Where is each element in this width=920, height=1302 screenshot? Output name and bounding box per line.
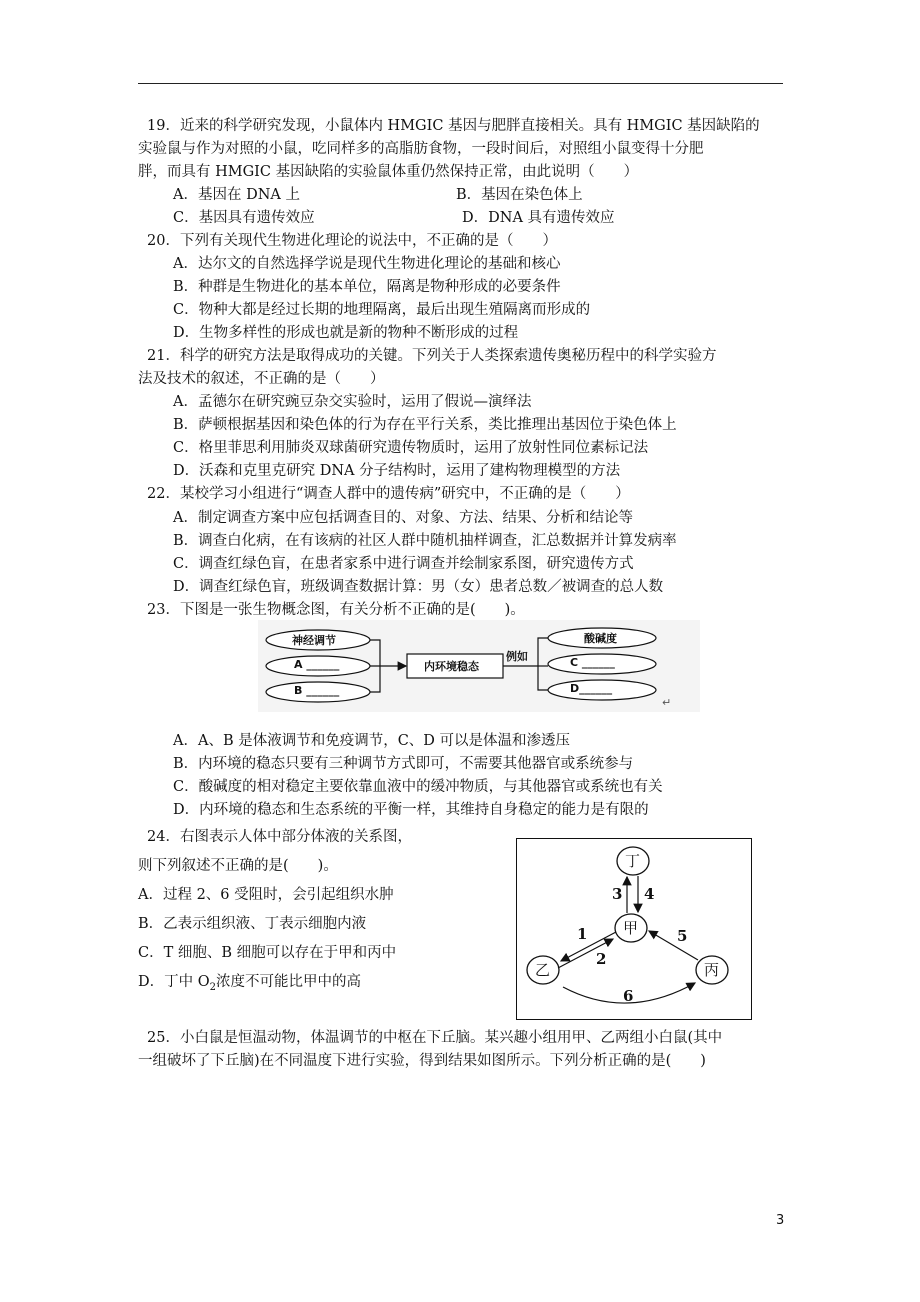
q21-option-b: B．萨顿根据基因和染色体的行为存在平行关系，类比推理出基因位于染色体上 xyxy=(173,417,677,433)
q22-option-b: B．调查白化病，在有该病的社区人群中随机抽样调查，汇总数据并计算发病率 xyxy=(173,533,677,549)
q20-option-b: B．种群是生物进化的基本单位，隔离是物种形成的必要条件 xyxy=(173,279,561,295)
process-2-label: 2 xyxy=(596,950,607,968)
q21-stem-line2: 法及技术的叙述，不正确的是（ ） xyxy=(138,371,385,387)
label-c: C ______ xyxy=(570,656,615,669)
q24-stem-line2: 则下列叙述不正确的是( )。 xyxy=(138,858,338,874)
q21-option-d: D．沃森和克里克研究 DNA 分子结构时，运用了建构物理模型的方法 xyxy=(173,463,621,479)
q22-option-a: A．制定调查方案中应包括调查目的、对象、方法、结果、分析和结论等 xyxy=(173,510,633,526)
concept-diagram xyxy=(258,620,700,712)
label-a: A ______ xyxy=(294,658,340,671)
q24-option-d-post: 浓度不可能比甲中的高 xyxy=(216,974,361,990)
node-yi: 乙 xyxy=(535,961,551,979)
q23-option-a: A．A、B 是体液调节和免疫调节，C、D 可以是体温和渗透压 xyxy=(173,733,571,749)
body-fluid-diagram xyxy=(516,838,752,1020)
q19-option-c: C．基因具有遗传效应 xyxy=(173,210,315,226)
label-b: B ______ xyxy=(294,684,340,697)
label-neural-regulation: 神经调节 xyxy=(292,634,336,647)
process-1-label: 1 xyxy=(577,925,588,943)
q24-option-a: A．过程 2、6 受阻时，会引起组织水肿 xyxy=(138,887,394,903)
q23-option-b: B．内环境的稳态只要有三种调节方式即可，不需要其他器官或系统参与 xyxy=(173,756,634,772)
q24-option-d-pre: D．丁中 O xyxy=(138,974,210,990)
q25-stem-line2: 一组破坏了下丘脑)在不同温度下进行实验，得到结果如图所示。下列分析正确的是( ) xyxy=(138,1053,706,1069)
q23-stem: 23．下图是一张生物概念图，有关分析不正确的是( )。 xyxy=(147,602,525,618)
q19-stem-line3: 胖，而具有 HMGIC 基因缺陷的实验鼠体重仍然保持正常，由此说明（ ） xyxy=(138,164,639,180)
node-ding: 丁 xyxy=(625,852,641,870)
q22-stem: 22．某校学习小组进行“调查人群中的遗传病”研究中，不正确的是（ ） xyxy=(147,486,630,502)
return-mark: ↵ xyxy=(662,696,672,709)
node-bing: 丙 xyxy=(704,961,720,979)
node-jia: 甲 xyxy=(623,919,639,937)
q19-stem-line1: 19．近来的科学研究发现，小鼠体内 HMGIC 基因与肥胖直接相关。具有 HMGIC 基因缺陷的 xyxy=(147,118,760,134)
q21-stem-line1: 21．科学的研究方法是取得成功的关键。下列关于人类探索遗传奥秘历程中的科学实验方 xyxy=(147,348,717,364)
label-homeostasis: 内环境稳态 xyxy=(424,660,479,673)
q23-option-c: C．酸碱度的相对稳定主要依靠血液中的缓冲物质，与其他器官或系统也有关 xyxy=(173,779,663,795)
q24-option-d-sub: 2 xyxy=(209,981,216,993)
label-ph: 酸碱度 xyxy=(584,632,617,645)
q24-option-c: C．T 细胞、B 细胞可以存在于甲和丙中 xyxy=(138,945,397,961)
label-d: D______ xyxy=(570,682,613,695)
q20-option-c: C．物种大都是经过长期的地理隔离，最后出现生殖隔离而形成的 xyxy=(173,302,591,318)
q25-stem-line1: 25．小白鼠是恒温动物，体温调节的中枢在下丘脑。某兴趣小组用甲、乙两组小白鼠(其中 xyxy=(147,1030,723,1046)
q22-option-d: D．调查红绿色盲，班级调查数据计算：男（女）患者总数／被调查的总人数 xyxy=(173,579,664,595)
process-5-label: 5 xyxy=(677,927,688,945)
q19-option-b: B．基因在染色体上 xyxy=(456,187,583,203)
q24-option-b: B．乙表示组织液、丁表示细胞内液 xyxy=(138,916,367,932)
q21-option-a: A．孟德尔在研究豌豆杂交实验时，运用了假说—演绎法 xyxy=(173,394,532,410)
q20-option-a: A．达尔文的自然选择学说是现代生物进化理论的基础和核心 xyxy=(173,256,561,272)
q24-stem-line1: 24．右图表示人体中部分体液的关系图， xyxy=(147,829,412,845)
process-4-label: 4 xyxy=(644,885,655,903)
process-6-label: 6 xyxy=(623,987,634,1005)
page-number: 3 xyxy=(776,1213,785,1228)
q22-option-c: C．调查红绿色盲，在患者家系中进行调查并绘制家系图，研究遗传方式 xyxy=(173,556,634,572)
q19-option-d: D．DNA 具有遗传效应 xyxy=(462,210,615,226)
q19-stem-line2: 实验鼠与作为对照的小鼠，吃同样多的高脂肪食物，一段时间后，对照组小鼠变得十分肥 xyxy=(138,141,704,157)
header-rule xyxy=(138,83,783,84)
process-3-label: 3 xyxy=(612,885,623,903)
q23-option-d: D．内环境的稳态和生态系统的平衡一样，其维持自身稳定的能力是有限的 xyxy=(173,802,649,818)
q21-option-c: C．格里菲思利用肺炎双球菌研究遗传物质时，运用了放射性同位素标记法 xyxy=(173,440,649,456)
q24-option-d xyxy=(138,972,361,998)
q20-stem: 20．下列有关现代生物进化理论的说法中，不正确的是（ ） xyxy=(147,233,557,249)
q20-option-d: D．生物多样性的形成也就是新的物种不断形成的过程 xyxy=(173,325,519,341)
label-for-example: 例如 xyxy=(506,650,528,663)
q19-option-a: A．基因在 DNA 上 xyxy=(173,187,300,203)
